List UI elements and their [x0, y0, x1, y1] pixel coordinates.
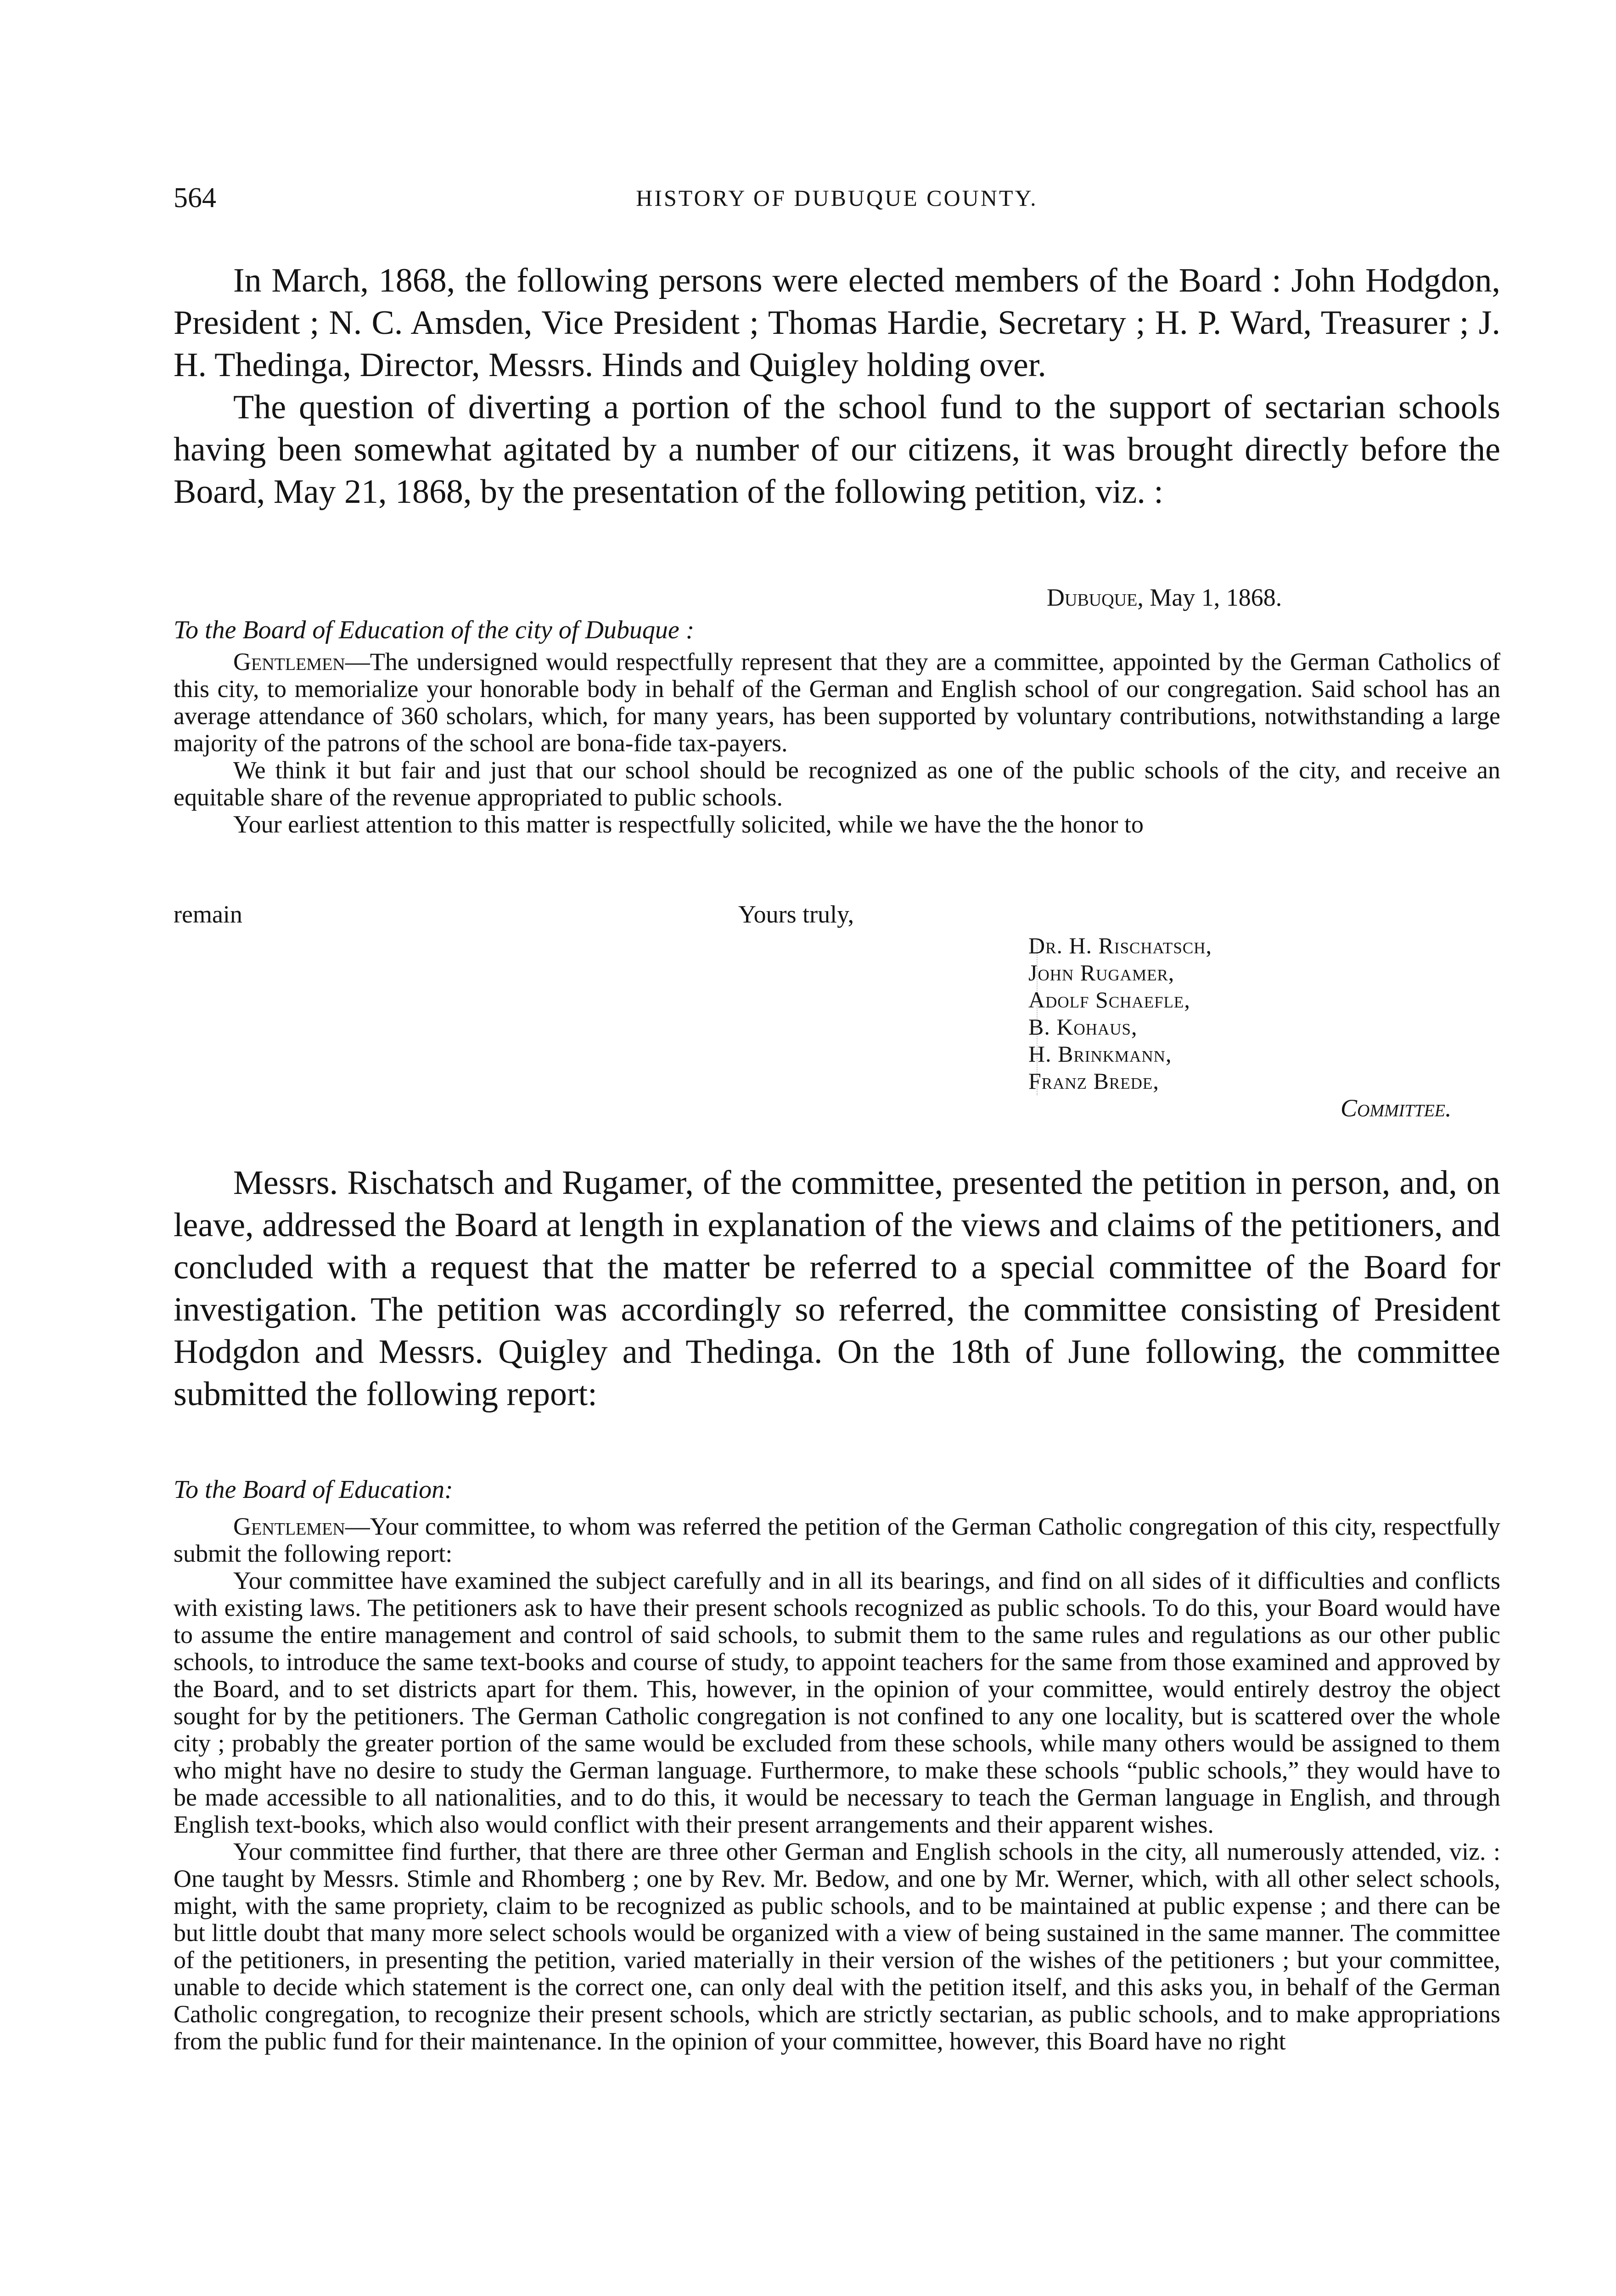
page-number: 564 [174, 182, 216, 214]
signer-name: John Rugamer, [1028, 960, 1175, 985]
closing-yours-truly: Yours truly, [738, 900, 854, 928]
report-paragraph-1 [174, 1513, 1500, 1567]
petition-closing [174, 900, 1500, 929]
petition-dateline [1047, 583, 1282, 612]
report-body [174, 1513, 1500, 2055]
signer-name: Franz Brede, [1028, 1068, 1159, 1094]
closing-remain: remain [174, 900, 242, 928]
petition-body [174, 648, 1500, 838]
narrative-paragraph: Messrs. Rischatsch and Rugamer, of the committee, presented the petition in person, and, on leave, addressed the Board at length in explanation of the views and claims of the petitioners, and concluded with a request that the matter be referred to a special committee of the Board for investigation. The petition was accordingly so referred, the committee consisting of President Hodgdon and Messrs. Quigley and Thedinga. On the 18th of June following, the committee submitted the following report: [174, 1164, 1500, 1413]
narrative-section [174, 1162, 1500, 1415]
report-gentlemen: Gentlemen [233, 1513, 345, 1540]
petition-paragraph-1 [174, 648, 1500, 757]
intro-paragraph-board-election: In March, 1868, the following persons were elected members of the Board : John Hodgdon, President ; N. C. Amsden, Vice President ; Thomas Hardie, Secretary ; H. P. Ward, Treasurer ; J. H. Thedinga, Director, Messrs. Hinds and Quigley holding over. [174, 262, 1500, 384]
report-paragraph-1-text: —Your committee, to whom was referred the petition of the German Catholic congregation of this city, respectfully submit the following report: [174, 1513, 1500, 1567]
petition-paragraph-1-text: —The undersigned would respectfully represent that they are a committee, appointed by the German Catholics of this city, to memorialize your honorable body in behalf of the German and English school of our congregation. Said school has an average attendance of 360 scholars, which, for many years, has been supported by voluntary contributions, notwithstanding a large majority of the patrons of the school are bona-fide tax-payers. [174, 648, 1500, 757]
committee-label: Committee. [1341, 1094, 1452, 1122]
petition-paragraph-3: Your earliest attention to this matter is respectfully solicited, while we have the the honor to [233, 810, 1144, 838]
petition-salutation: To the Board of Education of the city of Dubuque : [174, 616, 695, 644]
dateline-place: Dubuque, [1047, 584, 1144, 611]
petition-signers [1028, 932, 1452, 1122]
signer-name: B. Kohaus, [1028, 1014, 1138, 1040]
signer-name: H. Brinkmann, [1028, 1041, 1172, 1067]
signer-name: Adolf Schaefle, [1028, 987, 1190, 1013]
signer-name: Dr. H. Rischatsch, [1028, 933, 1212, 958]
page-header [174, 182, 1500, 219]
dateline-date: May 1, 1868. [1150, 584, 1282, 611]
petition-gentlemen: Gentlemen [233, 648, 345, 675]
running-title: HISTORY OF DUBUQUE COUNTY. [636, 185, 1038, 211]
report-paragraph-2: Your committee have examined the subject carefully and in all its bearings, and find on all sides of it difficulties and conflicts with existing laws. The petitioners ask to have their present schools recognized as public schools. To do this, your Board would have to assume the entire management and control of said schools, to submit them to the same rules and regulations as our other public schools, to introduce the same text-books and course of study, to appoint teachers for the same from those examined and approved by the Board, and to set districts apart for them. This, however, in the opinion of your committee, would entirely destroy the object sought for by the petitioners. The German Catholic congregation is not confined to any one locality, but is scattered over the whole city ; probably the greater portion of the same would be excluded from these schools, while many others would be assigned to them who might have no desire to study the German language. Furthermore, to make these schools “public schools,” they would have to be made accessible to all nationalities, and to do this, it would be necessary to teach the German language in English, and through English text-books, which also would conflict with their present arrangements and their apparent wishes. [174, 1567, 1500, 1838]
intro-section [174, 259, 1500, 513]
petition-paragraph-2: We think it but fair and just that our school should be recognized as one of the public schools of the city, and receive an equitable share of the revenue appropriated to public schools. [174, 756, 1500, 811]
report-salutation: To the Board of Education: [174, 1475, 453, 1504]
intro-paragraph-petition-context: The question of diverting a portion of the school fund to the support of sectarian schools having been somewhat agitated by a number of our citizens, it was brought directly before the Board, May 21, 1868, by the presentation of the following petition, viz. : [174, 388, 1500, 511]
report-paragraph-3: Your committee find further, that there are three other German and English schools in the city, all numerously attended, viz. : One taught by Messrs. Stimle and Rhomberg ; one by Rev. Mr. Bedow, and one by Mr. Werner, which, with all other select schools, might, with the same propriety, claim to be recognized as public schools, and to be maintained at public expense ; and there can be but little doubt that many more select schools would be organized with a view of being sustained in the same manner. The committee of the petitioners, in presenting the petition, varied materially in their version of the wishes of the petitioners ; but your committee, unable to decide which statement is the correct one, can only deal with the petition itself, and this asks you, in behalf of the German Catholic congregation, to recognize their present schools, which are strictly sectarian, as public schools, and to make appropriations from the public fund for their maintenance. In the opinion of your committee, however, this Board have no right [174, 1838, 1500, 2055]
